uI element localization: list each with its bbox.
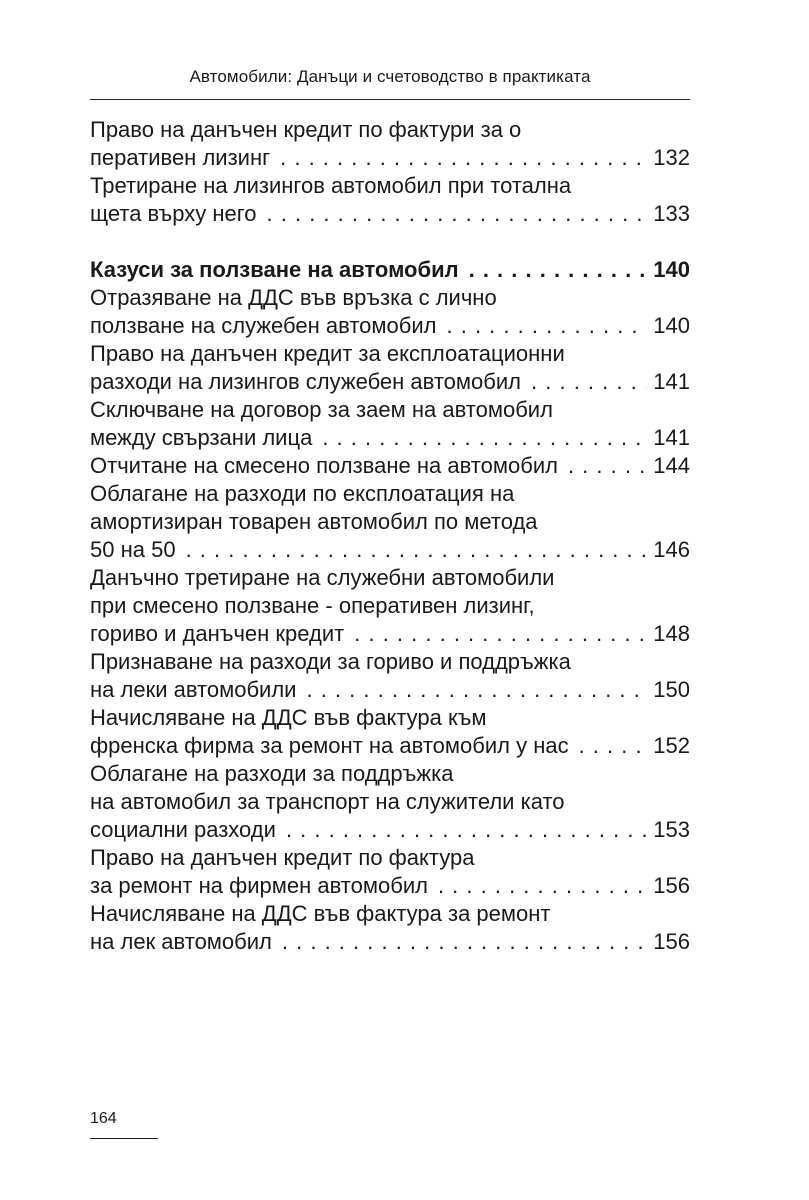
toc-group-2 [90,284,690,956]
toc-entry-last-line [90,620,690,648]
dot-leader [267,200,648,228]
dot-leader [286,816,647,844]
toc-entry[interactable] [90,704,690,760]
toc-page-number: 140 [653,313,690,338]
dot-leader [568,452,647,480]
running-head: Автомобили: Данъци и счетоводство в практиката [189,67,591,86]
toc-entry-line: Право на данъчен кредит по фактура [90,845,475,870]
toc-entry-line: Сключване на договор за заем на автомобил [90,397,553,422]
dot-leader [447,312,648,340]
toc-entry-line: Облагане на разходи по експлоатация на [90,481,515,506]
toc-entry-title-end: на леки автомобили [90,677,297,702]
dot-leader [186,536,648,564]
toc-entry-last-line [90,424,690,452]
toc-entry-last-line [90,676,690,704]
dot-leader [354,620,647,648]
dot-leader [306,676,647,704]
toc-entry-last-line [90,536,690,564]
toc-entry-last-line [90,872,690,900]
toc-entry-line: Начисляване на ДДС във фактура за ремонт [90,901,551,926]
toc-page-number: 141 [653,369,690,394]
dot-leader [322,424,647,452]
toc-entry-title-end: социални разходи [90,817,276,842]
toc-entry-title-end: Отчитане на смесено ползване на автомобил [90,453,558,478]
toc-entry[interactable] [90,340,690,396]
toc-page-number: 146 [653,537,690,562]
dot-leader [469,256,648,284]
toc-entry-title-end: гориво и данъчен кредит [90,621,345,646]
toc-page-number: 148 [653,621,690,646]
toc-entry-last-line [90,816,690,844]
dot-leader [282,928,647,956]
toc-page-number: 153 [653,817,690,842]
toc-page-number: 152 [653,733,690,758]
toc-entry-last-line [90,312,690,340]
dot-leader [438,872,647,900]
toc-entry[interactable] [90,760,690,844]
toc-entry[interactable] [90,116,690,172]
toc-entry[interactable] [90,648,690,704]
toc-entry[interactable] [90,844,690,900]
toc-entry-line: Отразяване на ДДС във връзка с лично [90,285,497,310]
toc-page-number: 132 [653,145,690,170]
toc-entry-title-end: Казуси за ползване на автомобил [90,257,459,282]
dot-leader [531,368,647,396]
toc-entry-last-line [90,928,690,956]
toc-entry-line: Третиране на лизингов автомобил при тотална [90,173,572,198]
toc-group-1 [90,116,690,228]
toc-entry-title-end: на лек автомобил [90,929,272,954]
toc-entry-last-line [90,368,690,396]
toc-entry-title-end: перативен лизинг [90,145,271,170]
toc-entry-line: Право на данъчен кредит по фактури за о [90,117,522,142]
table-of-contents [90,116,690,956]
toc-entry[interactable] [90,452,690,480]
toc-entry-last-line [90,452,690,480]
toc-entry-title-end: 50 на 50 [90,537,176,562]
toc-section-heading[interactable] [90,256,690,284]
toc-page-number: 140 [653,257,690,282]
toc-entry-line: Право на данъчен кредит за експлоатационни [90,341,565,366]
toc-entry-title-end: щета върху него [90,201,257,226]
toc-entry-title-end: разходи на лизингов служебен автомобил [90,369,522,394]
toc-entry-title-end: френска фирма за ремонт на автомобил у нас [90,733,569,758]
toc-entry[interactable] [90,172,690,228]
toc-entry-title-end: между свързани лица [90,425,313,450]
toc-entry-last-line [90,256,690,284]
dot-leader [280,144,647,172]
toc-section [90,256,690,284]
toc-entry-line: Признаване на разходи за гориво и поддръжка [90,649,571,674]
footer-rule [90,1138,158,1139]
toc-entry-title-end: ползване на служебен автомобил [90,313,437,338]
toc-entry-line: на автомобил за транспорт на служители като [90,789,565,814]
toc-entry[interactable] [90,900,690,956]
toc-entry[interactable] [90,564,690,648]
toc-entry-line: Данъчно третиране на служебни автомобили [90,565,555,590]
toc-entry-line: Облагане на разходи за поддръжка [90,761,454,786]
toc-page-number: 133 [653,201,690,226]
toc-page-number: 156 [653,929,690,954]
toc-entry-line: Начисляване на ДДС във фактура към [90,705,487,730]
toc-entry-last-line [90,200,690,228]
toc-entry-title-end: за ремонт на фирмен автомобил [90,873,428,898]
toc-page-number: 150 [653,677,690,702]
toc-entry-last-line [90,732,690,760]
toc-entry[interactable] [90,284,690,340]
toc-entry-line: при смесено ползване - оперативен лизинг, [90,593,535,618]
dot-leader [579,732,648,760]
toc-gap [90,228,690,256]
page-number: 164 [90,1110,117,1127]
header-rule [90,99,690,100]
toc-page-number: 156 [653,873,690,898]
toc-page-number: 144 [653,453,690,478]
toc-entry[interactable] [90,480,690,564]
toc-entry-last-line [90,144,690,172]
toc-entry-line: амортизиран товарен автомобил по метода [90,509,538,534]
toc-page-number: 141 [653,425,690,450]
toc-entry[interactable] [90,396,690,452]
